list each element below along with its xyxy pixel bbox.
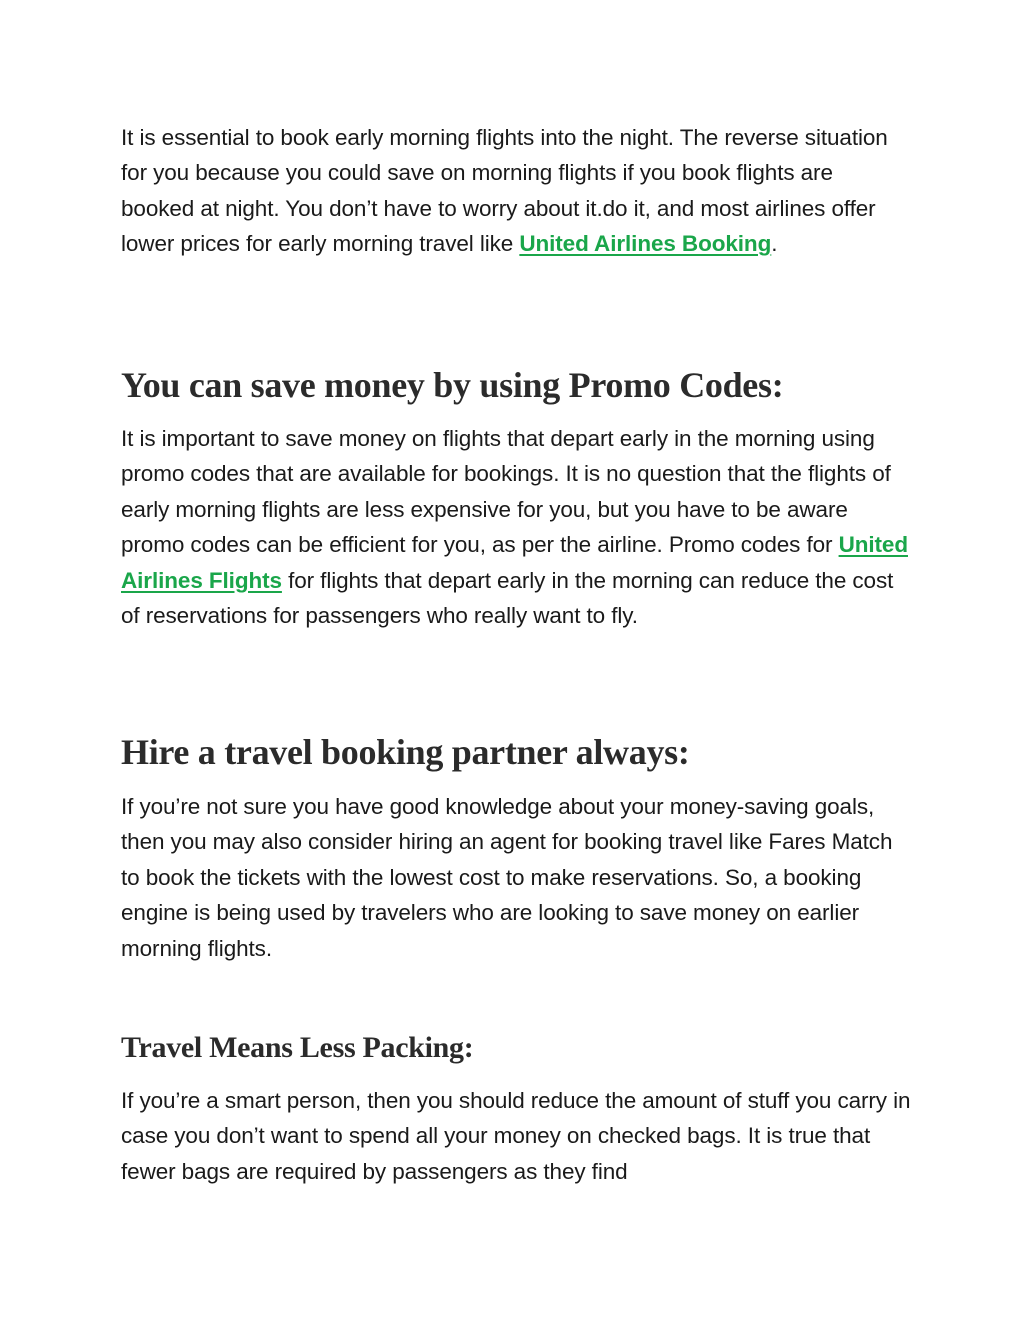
united-airlines-booking-link[interactable]: United Airlines Booking [519, 231, 772, 257]
heading-less-packing: Travel Means Less Packing: [121, 1031, 474, 1064]
heading-promo-codes: You can save money by using Promo Codes: [121, 365, 784, 405]
promo-text: It is important to save money on flights that depart early in the morning using promo codes that are available for bookings. It is no question that the flights of early morning flights are less expensive for you, but you have to be aware promo codes can be efficient for you, as per the airline. Promo codes for [121, 426, 891, 558]
promo-text-end: for flights that depart early in the morning can reduce the cost of reservations for passengers who really want to fly. [121, 567, 894, 629]
heading-booking-partner: Hire a travel booking partner always: [121, 732, 690, 772]
less-packing-paragraph: If you’re a smart person, then you should reduce the amount of stuff you carry in case you don’t want to spend all your money on checked bags. It is true that fewer bags are required by passengers as they find [121, 1088, 911, 1184]
united-airlines-flights-link[interactable]: United Airlines Flights [121, 532, 908, 593]
intro-text-end: . [771, 231, 778, 257]
booking-partner-paragraph: If you’re not sure you have good knowledge about your money-saving goals, then you may also consider hiring an agent for booking travel like Fares Match to book the tickets with the lowest cost to make reservations. So, a booking engine is being used by travelers who are looking to save money on earlier morning flights. [121, 794, 893, 961]
intro-text: It is essential to book early morning flights into the night. The reverse situation for you because you could save on morning flights if you book flights are booked at night. You don’t have to worry about it.do it, and most airlines offer lower prices for early morning travel like [121, 125, 888, 257]
intro-paragraph [121, 120, 911, 262]
promo-codes-paragraph [121, 421, 911, 633]
